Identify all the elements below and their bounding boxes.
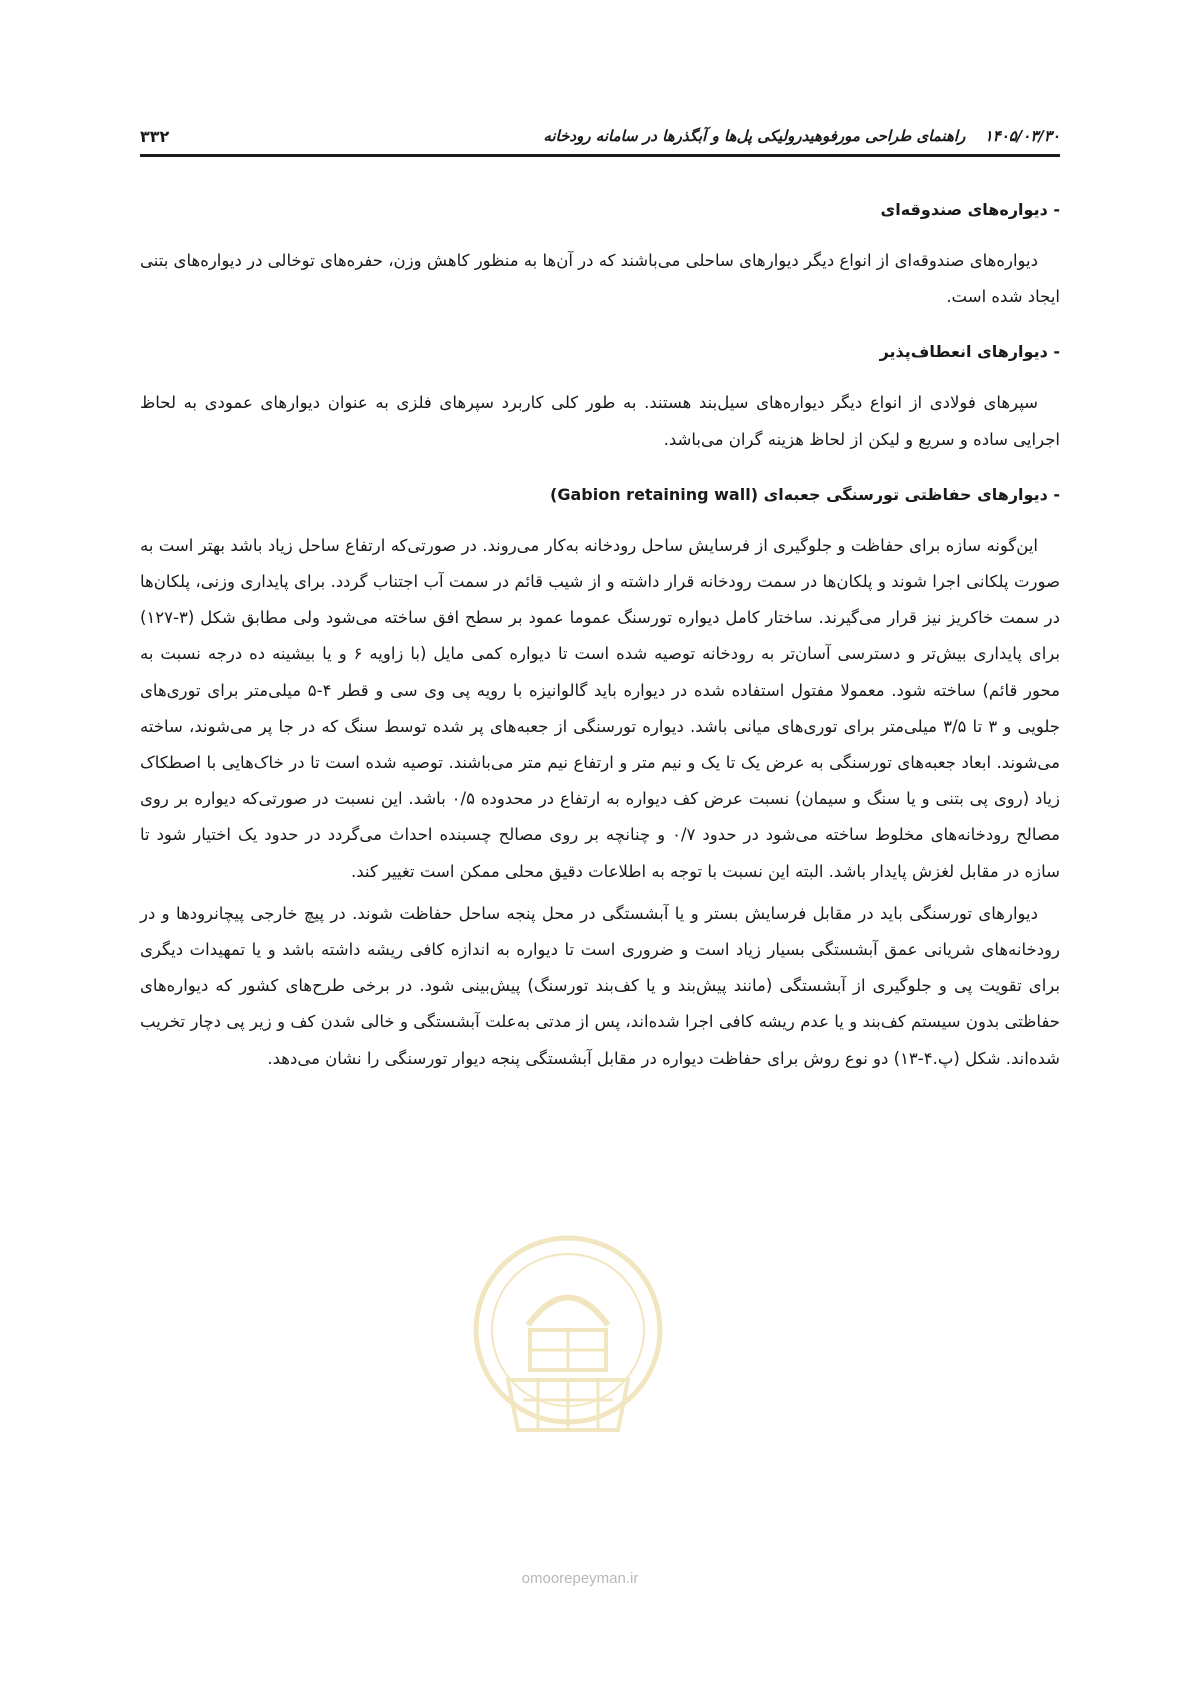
header-date: ۱۴۰۵/۰۳/۳۰ xyxy=(984,127,1060,145)
page-content xyxy=(140,195,1060,1083)
watermark-logo-icon xyxy=(468,1230,668,1470)
watermark-text: omoorepeyman.ir xyxy=(521,1570,639,1587)
section-heading-flexible-walls: - دیوارهای انعطاف‌پذیر xyxy=(879,342,1060,362)
section-heading-box-walls: - دیواره‌های صندوقه‌ای xyxy=(880,200,1060,219)
paragraph-flexible-walls: سپرهای فولادی از انواع دیگر دیواره‌های سیل‌بند هستند. به طور کلی کاربرد سپرهای فلزی به عنوان دیوارهای عمودی به لحاظ اجرایی ساده و سریع و لیکن از لحاظ هزینه گران می‌باشد. xyxy=(140,393,1060,449)
running-title xyxy=(543,127,1060,145)
header-title: راهنمای طراحی مورفوهیدرولیکی پل‌ها و آبگذرها در سامانه رودخانه xyxy=(543,127,966,145)
page-number: ۳۳۲ xyxy=(140,126,170,146)
page-header xyxy=(140,118,1060,157)
paragraph-gabion-walls-2: دیوارهای تورسنگی باید در مقابل فرسایش بستر و یا آبشستگی در محل پنجه ساحل حفاظت شوند. در پیچ خارجی پیچانرودها و در رودخانه‌های شریانی عمق آبشستگی بسیار زیاد است و ضروری است تا دیواره به اندازه کافی ریشه داشته باشد و یا تمهیدات دیگری برای تقویت پی و جلوگیری از آبشستگی (مانند پیش‌بند و یا کف‌بند تورسنگ) پیش‌بینی شود. در برخی طرح‌های کشور که دیواره‌های حفاظتی بدون سیستم کف‌بند و یا عدم ریشه کافی اجرا شده‌اند، پس از مدتی به‌علت آبشستگی و خالی شدن کف و زیر پی دچار تخریب شده‌اند. شکل (پ.۴-۱۳) دو نوع روش برای حفاظت دیواره در مقابل آبشستگی پنجه دیوار تورسنگی را نشان می‌دهد. xyxy=(140,903,1060,1068)
section-heading-gabion-walls: - دیوارهای حفاظتی تورسنگی جعبه‌ای (Gabion retaining wall) xyxy=(550,484,1060,504)
paragraph-box-walls: دیواره‌های صندوقه‌ای از انواع دیگر دیوارهای ساحلی می‌باشند که در آن‌ها به منظور کاهش وزن، حفره‌های توخالی در دیواره‌های بتنی ایجاد شده است. xyxy=(140,251,1060,307)
paragraph-gabion-walls-1: این‌گونه سازه برای حفاظت و جلوگیری از فرسایش ساحل رودخانه به‌کار می‌روند. در صورتی‌که ارتفاع ساحل زیاد باشد بهتر است به صورت پلکانی اجرا شوند و پلکان‌ها در سمت رودخانه قرار داشته و از شیب قائم در سمت آب اجتناب گردد. برای پایداری وزنی، پلکان‌ها در سمت خاکریز نیز قرار می‌گیرند. ساختار کامل دیواره تورسنگ عموما عمود بر سطح افق ساخته می‌شود ولی مطابق شکل (۳-۱۲۷) برای پایداری بیش‌تر و دسترسی آسان‌تر به رودخانه توصیه شده است تا دیواره کمی مایل (با زاویه ۶ و یا بیشینه ده درجه نسبت به محور قائم) ساخته شود. معمولا مفتول استفاده شده در دیواره باید گالوانیزه با رویه پی وی سی و قطر ۴-۵ میلی‌متر برای توری‌های جلویی و ۳ تا ۳/۵ میلی‌متر برای توری‌های میانی باشد. دیواره تورسنگی از جعبه‌های پر شده توسط سنگ که در جا پر می‌شوند، ساخته می‌شوند. ابعاد جعبه‌های تورسنگی به عرض یک تا یک و نیم متر و ارتفاع نیم متر می‌باشند. توصیه شده است تا در خاک‌هایی با اصطکاک زیاد (روی پی بتنی و یا سنگ و سیمان) نسبت عرض کف دیواره به ارتفاع در محدوده ۰/۵ باشد. این نسبت در صورتی‌که دیواره بر روی مصالح رودخانه‌های مخلوط ساخته می‌شود در حدود ۰/۷ و چنانچه بر روی مصالح چسبنده احداث می‌گردد در حدود یک اختیار شود تا سازه در مقابل لغزش پایدار باشد. البته این نسبت با توجه به اطلاعات دقیق محلی ممکن است تغییر کند. xyxy=(140,535,1061,881)
